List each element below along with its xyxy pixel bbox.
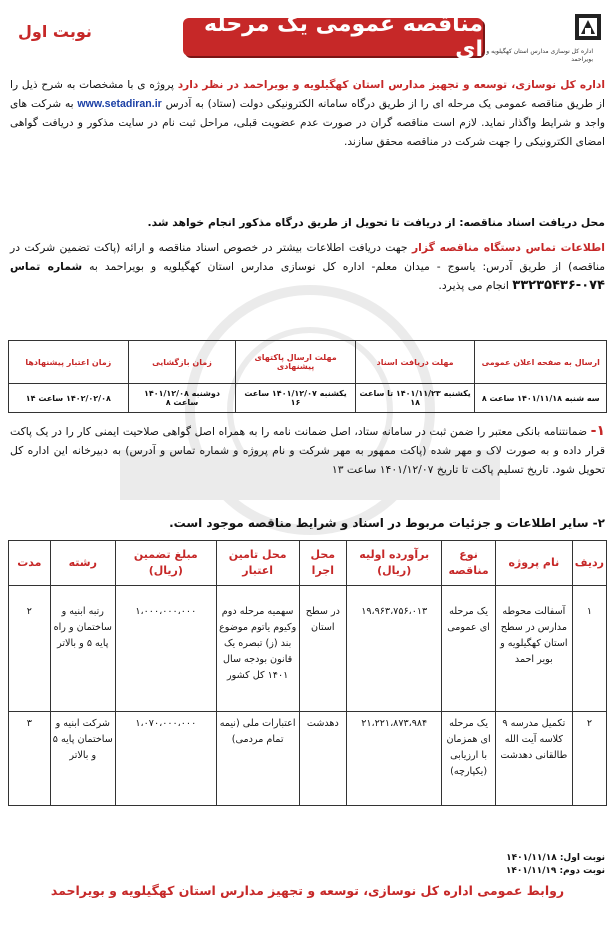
contact-text-1: جهت دریافت اطلاعات بیشتر در خصوص اسناد مناقصه و ارائه (پاکت تضمین شرکت در مناقصه) از طریق آدرس: یاسوج - میدان معلم- اداره کل نوسازی مدارس استان کهگیلویه و بویراحمد به bbox=[10, 241, 605, 273]
doc-receive-paragraph bbox=[10, 213, 605, 232]
header bbox=[8, 8, 607, 72]
publication-turn: نوبت اول bbox=[18, 22, 92, 41]
page-title: مناقصه عمومی یک مرحله ای bbox=[183, 18, 483, 56]
field-grade: رتبه ابنیه و ساختمان و راه پایه ۵ و بالاتر bbox=[50, 586, 115, 712]
row-number: ۱ bbox=[572, 586, 606, 712]
timing-value: ۱۴۰۲/۰۲/۰۸ ساعت ۱۴ bbox=[9, 384, 129, 413]
duration: ۳ bbox=[9, 712, 51, 806]
projects-header: محل تامین اعتبار bbox=[216, 541, 299, 586]
guarantee-amount: ۱،۰۰۰،۰۰۰،۰۰۰ bbox=[115, 586, 216, 712]
phone-label: شماره تماس bbox=[10, 260, 83, 273]
estimate-amount: ۲۱،۲۲۱،۸۷۳،۹۸۴ bbox=[347, 712, 442, 806]
timing-header: زمان اعتبار پیشنهادها bbox=[9, 341, 129, 384]
intro-paragraph bbox=[10, 76, 605, 152]
second-publication-date: نوبت دوم: ۱۴۰۱/۱۱/۱۹ bbox=[505, 866, 605, 876]
execution-location: در سطح استان bbox=[299, 586, 347, 712]
projects-header-row bbox=[9, 541, 607, 586]
phone-number: ۰۷۴-۳۳۲۳۵۴۳۶ bbox=[512, 278, 605, 293]
section-1-text: ضمانتنامه بانکی معتبر را ضمن ثبت در سامانه ستاد، اصل ضمانت نامه را به همراه اصل گواهی صلاحیت ایمنی کار را در یک پاکت قرار داده و به صورت لاک و مهر شده (پاکت ممهور به مهر شرکت و نام پروژه و شماره تماس و آدرس) به دبیرخانه این اداره کل تحویل شود. تاریخ تسلیم پاکت تا تاریخ ۱۴۰۱/۱۲/۰۷ ساعت ۱۳ bbox=[10, 425, 605, 476]
projects-header: برآورده اولیه (ریال) bbox=[347, 541, 442, 586]
projects-header: مبلغ تضمین (ریال) bbox=[115, 541, 216, 586]
projects-header: نوع مناقصه bbox=[442, 541, 496, 586]
logo-caption: اداره کل نوسازی مدارس استان کهگیلویه و بویراحمد bbox=[486, 48, 593, 63]
table-row bbox=[9, 586, 607, 712]
doc-receive-label: محل دریافت اسناد مناقصه: bbox=[459, 216, 605, 229]
table-row bbox=[9, 712, 607, 806]
timing-value: سه شنبه ۱۴۰۱/۱۱/۱۸ ساعت ۸ bbox=[475, 384, 607, 413]
contact-text-2: انجام می پذیرد. bbox=[438, 279, 513, 292]
timing-header: مهلت ارسال پاکتهای پیشنهادی bbox=[236, 341, 356, 384]
footer-public-relations: روابط عمومی اداره کل نوسازی، توسعه و تجهیز مدارس استان کهگیلویه و بویراحمد bbox=[50, 883, 565, 898]
doc-receive-text: از دریافت تا تحویل از طریق درگاه مذکور انجام خواهد شد. bbox=[147, 216, 460, 229]
funding-source: اعتبارات ملی (نیمه تمام مردمی) bbox=[216, 712, 299, 806]
contact-label: اطلاعات تماس دستگاه مناقصه گزار bbox=[411, 241, 605, 254]
publication-dates bbox=[10, 852, 605, 878]
projects-header: محل اجرا bbox=[299, 541, 347, 586]
timing-header: ارسال به صفحه اعلان عمومی bbox=[475, 341, 607, 384]
projects-header: ردیف bbox=[572, 541, 606, 586]
funding-source: سهمیه مرحله دوم وکیوم یاتوم موضوع بند (ز) تبصره یک قانون بودجه سال ۱۴۰۱ کل کشور bbox=[216, 586, 299, 712]
setad-url-link[interactable]: www.setadiran.ir bbox=[77, 98, 162, 110]
contact-paragraph bbox=[10, 238, 605, 295]
first-publication-date: نوبت اول: ۱۴۰۱/۱۱/۱۸ bbox=[506, 853, 605, 863]
projects-header: مدت bbox=[9, 541, 51, 586]
timing-table bbox=[8, 340, 607, 413]
timing-value-row bbox=[9, 384, 607, 413]
field-grade: شرکت ابنیه و ساختمان پایه ۵ و بالاتر bbox=[50, 712, 115, 806]
timing-header-row bbox=[9, 341, 607, 384]
organization-name: اداره کل نوسازی، توسعه و تجهیز مدارس استان کهگیلویه و بویراحمد در نظر دارد bbox=[177, 79, 605, 91]
tender-type: یک مرحله ای عمومی bbox=[442, 586, 496, 712]
guarantee-amount: ۱،۰۷۰،۰۰۰،۰۰۰ bbox=[115, 712, 216, 806]
timing-value: یکشنبه ۱۴۰۱/۱۱/۲۳ تا ساعت ۱۸ bbox=[355, 384, 475, 413]
timing-header: مهلت دریافت اسناد bbox=[355, 341, 475, 384]
intro-text-1: پروژه ی با مشخصات به شرح ذیل را از طریق مناقصه عمومی یک مرحله ای را از طریق درگاه سامانه الکترونیکی دولت (ستاد) به آدرس bbox=[10, 79, 605, 110]
timing-value: دوشنبه ۱۴۰۱/۱۲/۰۸ ساعت ۸ bbox=[128, 384, 236, 413]
section-1-number: ۱- bbox=[590, 423, 605, 439]
row-number: ۲ bbox=[572, 712, 606, 806]
section-1-paragraph bbox=[10, 422, 605, 479]
section-2-paragraph: ۲- سایر اطلاعات و جزئیات مربوط در اسناد و شرایط مناقصه موجود است. bbox=[169, 516, 605, 530]
tender-type: یک مرحله ای همزمان با ارزیابی (یکپارچه) bbox=[442, 712, 496, 806]
projects-header: رشته bbox=[50, 541, 115, 586]
estimate-amount: ۱۹،۹۶۳،۷۵۶،۰۱۳ bbox=[347, 586, 442, 712]
project-name: تکمیل مدرسه ۹ کلاسه آیت الله طالقانی دهدشت bbox=[495, 712, 572, 806]
project-name: آسفالت محوطه مدارس در سطح استان کهگیلویه و بویر احمد bbox=[495, 586, 572, 712]
intro-text-2: به شرکت های واجد و شرایط واگذار نماید. لازم است مناقصه گران در صورت عدم عضویت قبلی، مراحل ثبت نام در سایت مذکور و دریافت گواهی امضای الکترونیکی را جهت شرکت در مناقصه محقق سازند. bbox=[10, 98, 605, 148]
projects-header: نام پروژه bbox=[495, 541, 572, 586]
projects-table bbox=[8, 540, 607, 806]
duration: ۲ bbox=[9, 586, 51, 712]
timing-value: یکشنبه ۱۴۰۱/۱۲/۰۷ ساعت ۱۶ bbox=[236, 384, 356, 413]
timing-header: زمان بازگشایی bbox=[128, 341, 236, 384]
execution-location: دهدشت bbox=[299, 712, 347, 806]
